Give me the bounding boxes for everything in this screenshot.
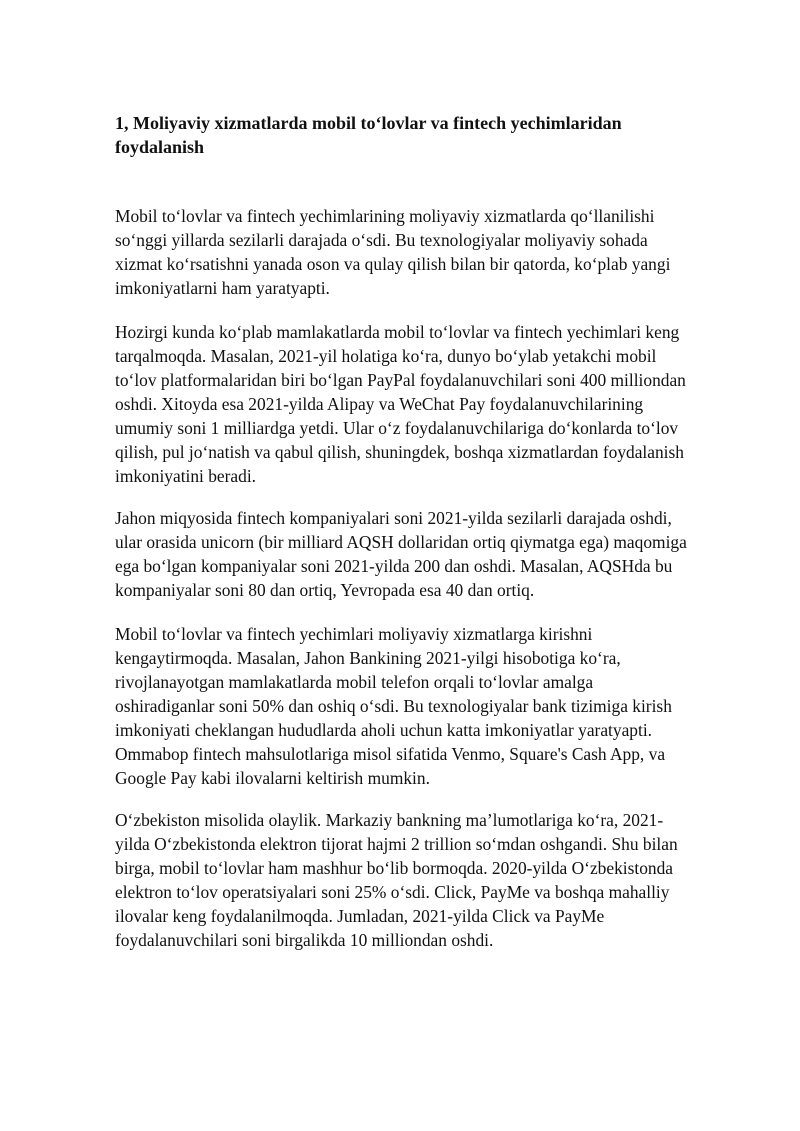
text-line: Hozirgi kunda ko‘plab mamlakatlarda mobil to‘lovlar va fintech yechimlari keng	[115, 322, 680, 342]
text-line: kompaniyalar soni 80 dan ortiq, Yevropada esa 40 dan ortiq.	[115, 580, 535, 600]
text-line: ega bo‘lgan kompaniyalar soni 2021-yilda 200 dan oshdi. Masalan, AQSHda bu	[115, 556, 673, 576]
text-line: imkoniyatini beradi.	[115, 466, 257, 486]
text-line: ilovalar keng foydalanilmoqda. Jumladan, 2021-yilda Click va PayMe	[115, 906, 605, 926]
text-line: Google Pay kabi ilovalarni keltirish mumkin.	[115, 768, 430, 788]
paragraph-global-adoption	[115, 320, 715, 488]
text-line: oshdi. Xitoyda esa 2021-yilda Alipay va WeChat Pay foydalanuvchilarining	[115, 394, 644, 414]
text-line: qilish, pul jo‘natish va qabul qilish, shuningdek, boshqa xizmatlardan foydalanish	[115, 442, 684, 462]
text-line: to‘lov platformalaridan biri bo‘lgan PayPal foydalanuvchilari soni 400 milliondan	[115, 370, 686, 390]
text-line: so‘nggi yillarda sezilarli darajada o‘sdi. Bu texnologiyalar moliyaviy sohada	[115, 230, 648, 250]
text-line: xizmat ko‘rsatishni yanada oson va qulay qilish bilan bir qatorda, ko‘plab yangi	[115, 254, 671, 274]
text-line: Jahon miqyosida fintech kompaniyalari soni 2021-yilda sezilarli darajada oshdi,	[115, 508, 672, 528]
text-line: birga, mobil to‘lovlar ham mashhur bo‘lib bormoqda. 2020-yilda O‘zbekistonda	[115, 858, 674, 878]
text-line: Ommabop fintech mahsulotlariga misol sifatida Venmo, Square's Cash App, va	[115, 744, 666, 764]
text-line: Mobil to‘lovlar va fintech yechimlarining moliyaviy xizmatlarda qo‘llanilishi	[115, 206, 655, 226]
text-line: umumiy soni 1 milliardga yetdi. Ular o‘z foydalanuvchilariga do‘konlarda to‘lov	[115, 418, 679, 438]
text-line: yilda O‘zbekistonda elektron tijorat hajmi 2 trillion so‘mdan oshgandi. Shu bilan	[115, 834, 678, 854]
paragraph-fintech-companies	[115, 506, 715, 602]
text-line: Mobil to‘lovlar va fintech yechimlari moliyaviy xizmatlarga kirishni	[115, 624, 593, 644]
title-line: foydalanish	[115, 137, 205, 157]
paragraph-intro	[115, 204, 715, 300]
text-line: elektron to‘lov operatsiyalari soni 25% o‘sdi. Click, PayMe va boshqa mahalliy	[115, 882, 670, 902]
text-line: kengaytirmoqda. Masalan, Jahon Bankining 2021-yilgi hisobotiga ko‘ra,	[115, 648, 621, 668]
paragraph-financial-inclusion	[115, 622, 715, 790]
title-line: 1, Moliyaviy xizmatlarda mobil to‘lovlar va fintech yechimlaridan	[115, 113, 622, 133]
text-line: foydalanuvchilari soni birgalikda 10 milliondan oshdi.	[115, 930, 494, 950]
text-line: rivojlanayotgan mamlakatlarda mobil telefon orqali to‘lovlar amalga	[115, 672, 594, 692]
text-line: imkoniyati cheklangan hududlarda aholi uchun katta imkoniyatlar yaratyapti.	[115, 720, 653, 740]
text-line: tarqalmoqda. Masalan, 2021-yil holatiga ko‘ra, dunyo bo‘ylab yetakchi mobil	[115, 346, 657, 366]
document-title	[115, 111, 695, 159]
text-line: imkoniyatlarni ham yaratyapti.	[115, 278, 330, 298]
paragraph-uzbekistan	[115, 808, 715, 952]
text-line: O‘zbekiston misolida olaylik. Markaziy bankning ma’lumotlariga ko‘ra, 2021-	[115, 810, 664, 830]
text-line: ular orasida unicorn (bir milliard AQSH dollaridan ortiq qiymatga ega) maqomiga	[115, 532, 687, 552]
text-line: oshiradiganlar soni 50% dan oshiq o‘sdi. Bu texnologiyalar bank tizimiga kirish	[115, 696, 672, 716]
